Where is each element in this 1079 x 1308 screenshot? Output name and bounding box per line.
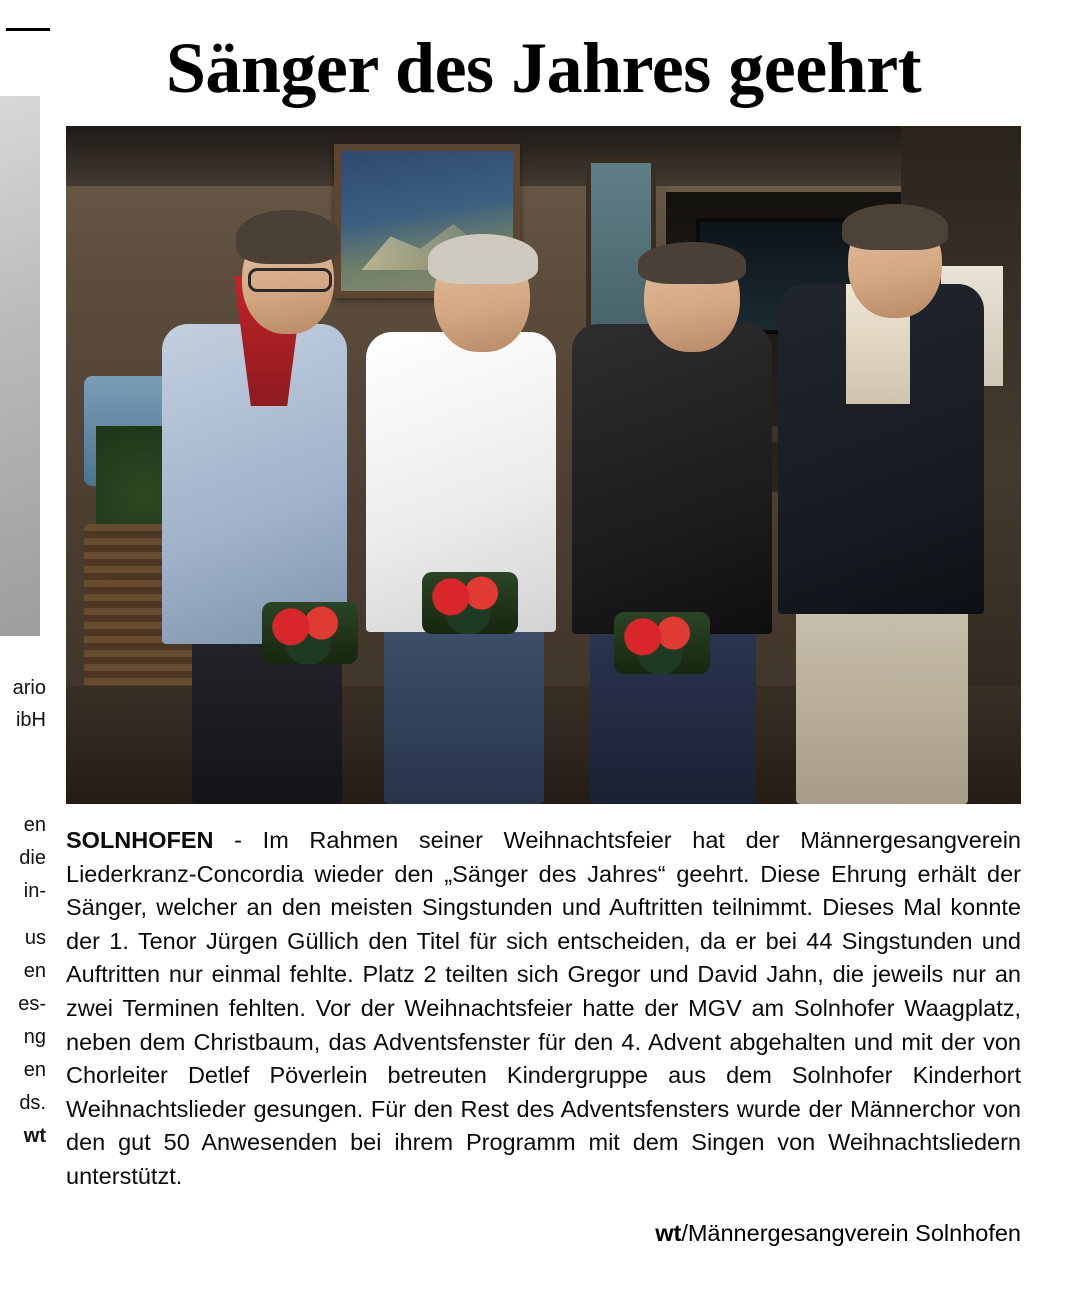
article-body [66, 824, 1021, 1194]
credit-author: wt [655, 1220, 682, 1247]
photo-ceiling [66, 126, 1021, 186]
photo-person-1-hair [236, 210, 340, 264]
adjacent-credit-fragment: wt [23, 1125, 46, 1147]
photo-person-3-hair [638, 242, 746, 284]
photo-person-2-hair [428, 234, 538, 284]
photo-person-3-body [572, 324, 772, 634]
adjacent-text-fragment: die [19, 847, 46, 869]
dateline: SOLNHOFEN [66, 827, 214, 853]
photo-person-2-legs [384, 624, 544, 804]
photo-person-4-legs [796, 604, 968, 804]
adjacent-photo [0, 96, 40, 636]
adjacent-text-fragment: ds. [19, 1092, 46, 1114]
adjacent-text-fragment: ng [23, 1026, 46, 1048]
adjacent-column [0, 0, 52, 1308]
adjacent-text-fragment: in- [23, 880, 46, 902]
adjacent-text-fragment: es- [18, 993, 46, 1015]
adjacent-text-fragment: en [23, 814, 46, 836]
adjacent-text-fragment: en [23, 1059, 46, 1081]
article-photo [66, 126, 1021, 804]
photo-person-1-glasses [248, 268, 332, 292]
photo-bouquet [614, 612, 710, 674]
page-title: Sänger des Jahres geehrt [165, 28, 922, 108]
photo-bouquet [422, 572, 518, 634]
photo-credit [66, 1217, 1021, 1251]
photo-person-4-hair [842, 204, 948, 250]
article-body-text: Im Rahmen seiner Weihnachtsfeier hat der Männergesangverein Liederkranz-Concordia wieder den „Sänger des Jahres“ geehrt. Diese Ehrung erhält der Sänger, welcher an den meisten Singstunden und Auftritten teilnimmt. Dieses Mal konnte der 1. Tenor Jürgen Güllich den Titel für sich entscheiden, da er bei 44 Singstunden und Auftritten nur einmal fehlte. Platz 2 teilten sich Gregor und David Jahn, die jeweils nur an zwei Terminen fehlten. Vor der Weihnachtsfeier hatte der MGV am Solnhofer Waagplatz, neben dem Christbaum, das Adventsfenster für den 4. Advent abgehalten und mit der von Chorleiter Detlef Pöverlein betreuten Kindergruppe aus dem Solnhofer Kinderhort Weihnachtslieder gesungen. Für den Rest des Adventsfensters wurde der Männerchor von den gut 50 Anwesenden bei ihrem Programm mit dem Singen von Weihnachtsliedern unterstützt. [66, 827, 1021, 1189]
credit-source: /Männergesangverein Solnhofen [681, 1220, 1021, 1247]
dateline-separator: - [213, 827, 263, 853]
adjacent-text-fragment: ibH [15, 709, 46, 731]
adjacent-text-fragment: us [24, 927, 46, 949]
photo-bouquet [262, 602, 358, 664]
column-rule [6, 28, 50, 31]
adjacent-text-fragment: ario [12, 677, 46, 699]
adjacent-text-fragment: en [23, 960, 46, 982]
article [66, 0, 1021, 1251]
